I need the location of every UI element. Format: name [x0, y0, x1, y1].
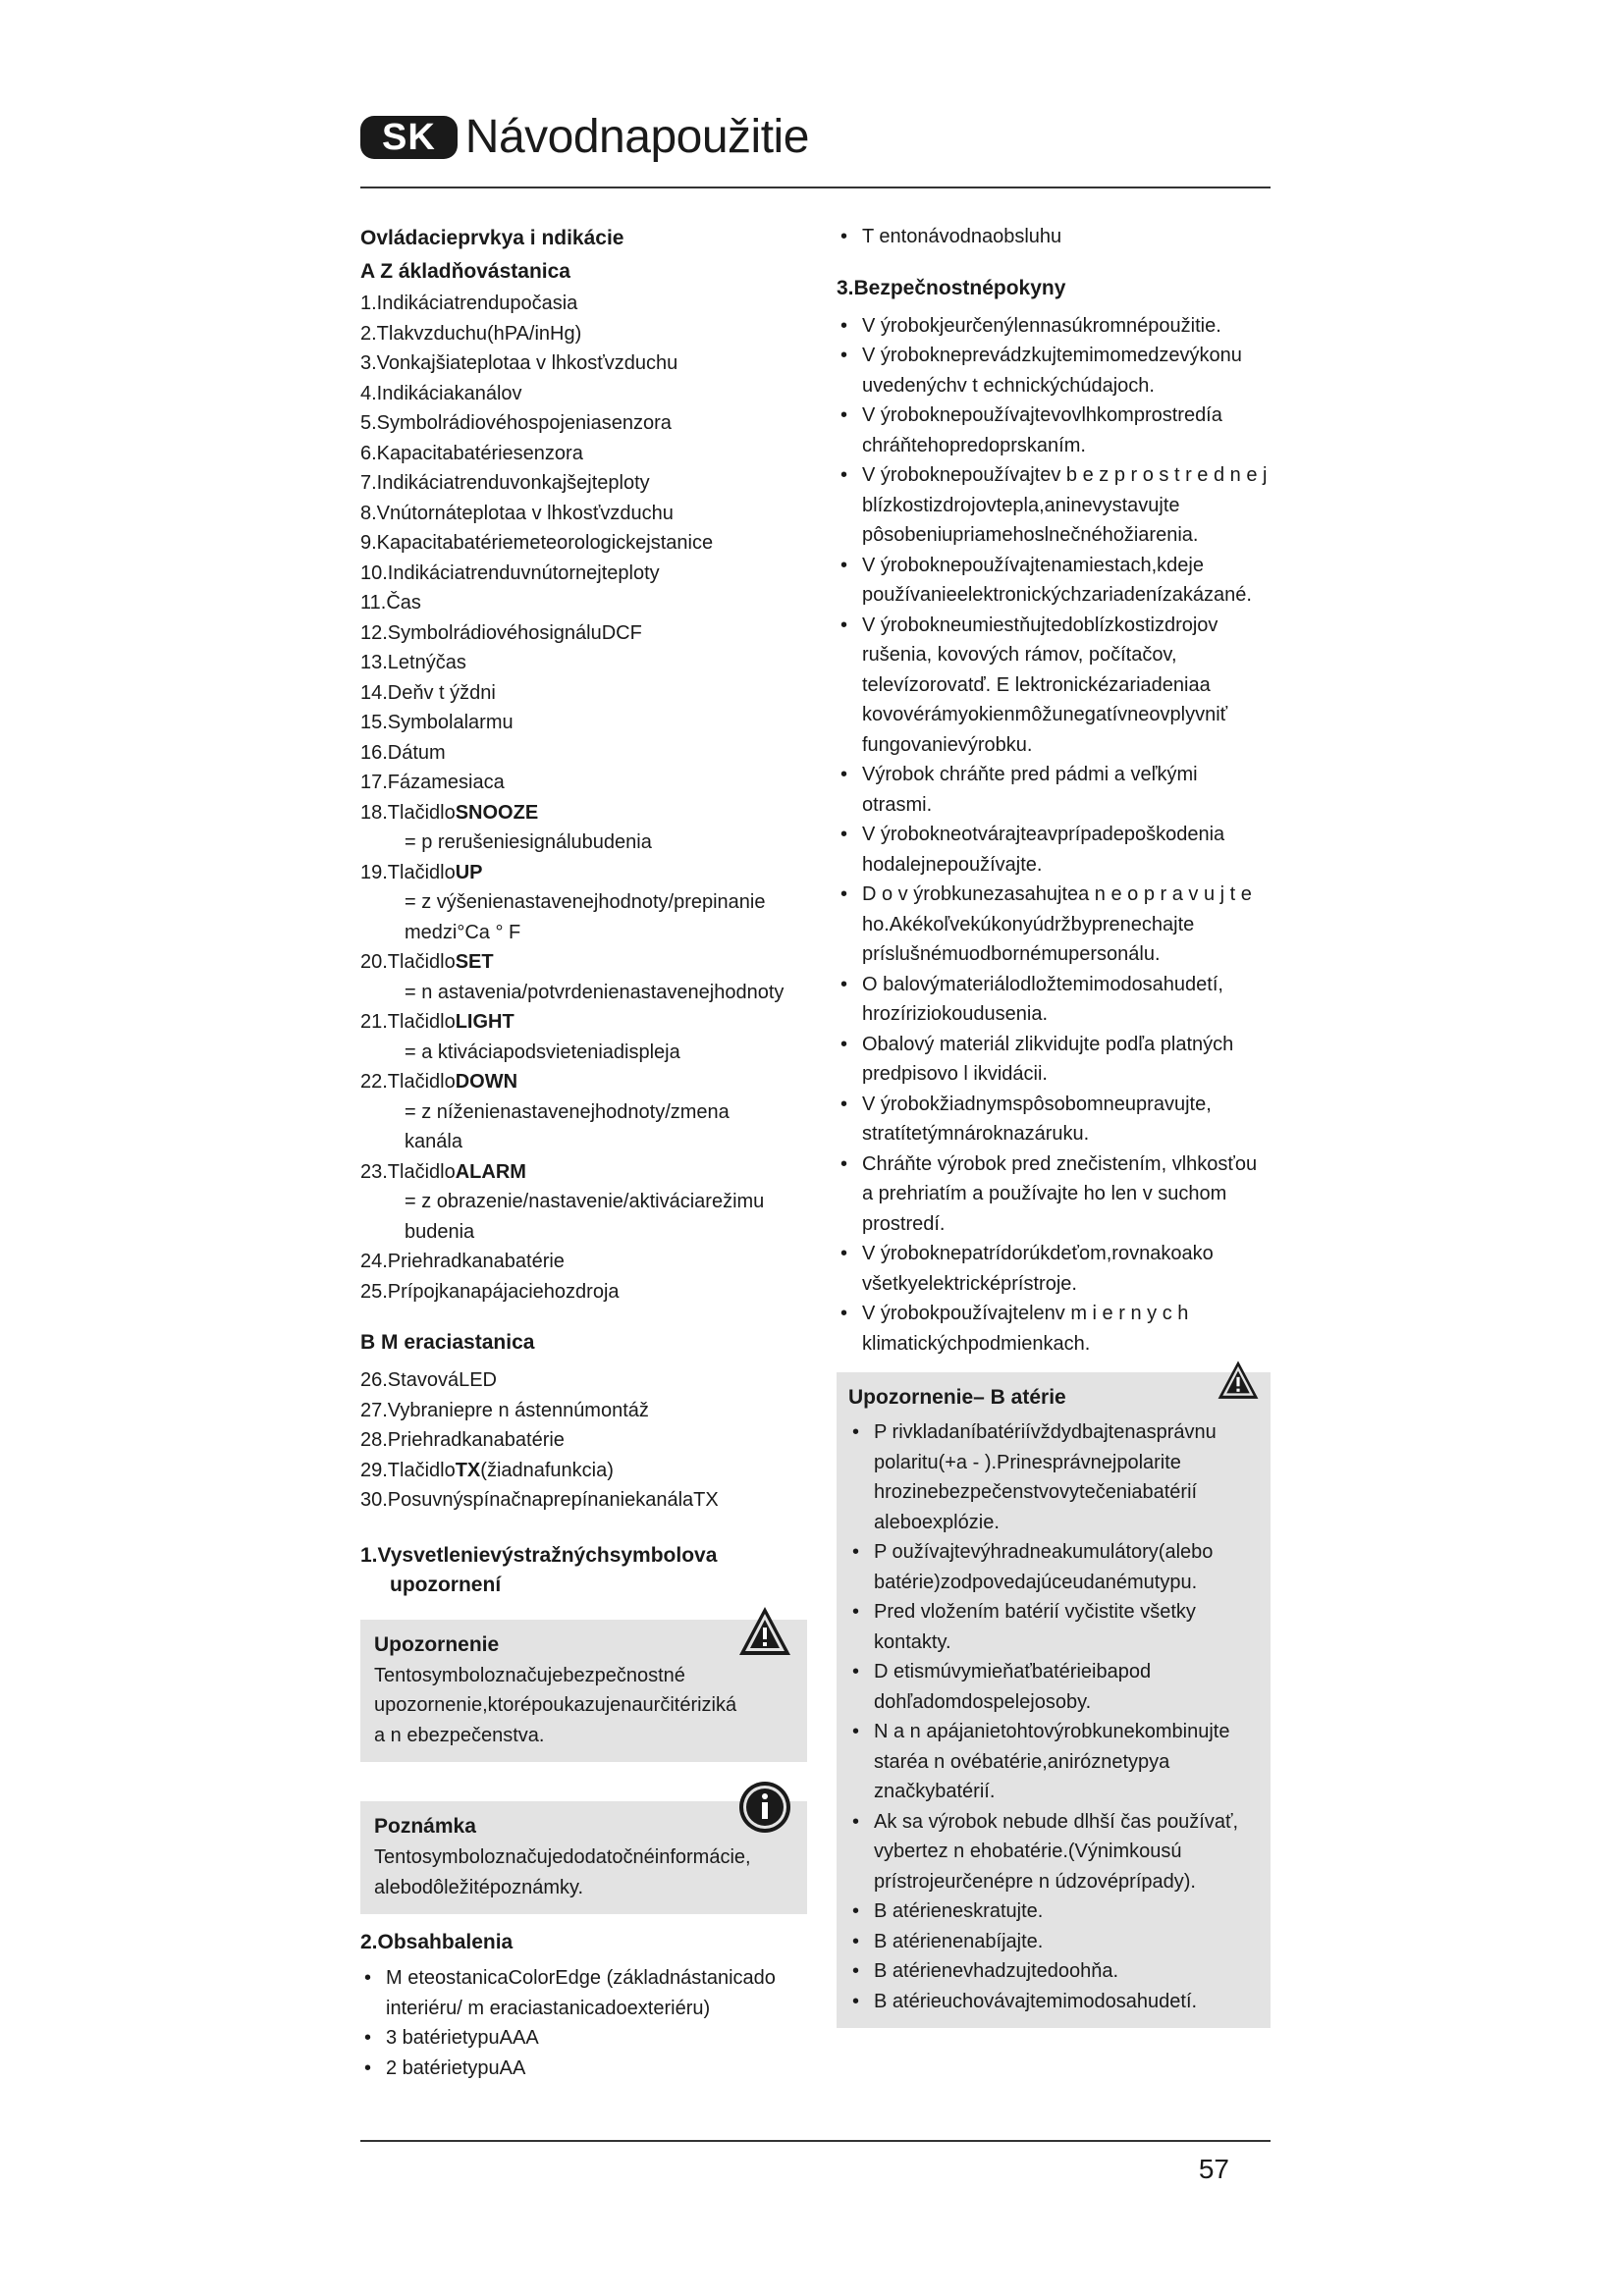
battery-warning-title: Upozornenie– B atérie: [848, 1386, 1066, 1409]
list-item: 4.Indikáciakanálov: [360, 382, 522, 404]
safety-item: [837, 551, 1271, 611]
safety-item-line: • V ýrobokneprevádzkujtemimomedzevýkonu: [862, 345, 1242, 366]
safety-item-line: chráňtehopredoprskaním.: [862, 434, 1086, 456]
battery-item: [848, 1956, 1263, 1987]
safety-item: [837, 880, 1271, 970]
button-item-key: ALARM: [455, 1160, 526, 1183]
button-item: [360, 1007, 807, 1038]
sensor-item-key: TX: [455, 1459, 481, 1481]
button-item-description: = p rerušeniesignálubudenia: [405, 831, 652, 853]
battery-item: [848, 1597, 1263, 1657]
page-number: 57: [1198, 2154, 1229, 2184]
battery-item: [848, 1927, 1263, 1957]
warning-box-line: upozornenie,ktorépoukazujenaurčitériziká: [374, 1694, 737, 1716]
button-item-prefix: 23.Tlačidlo: [360, 1160, 456, 1183]
battery-item-line: hrozinebezpečenstvovytečeniabatérií: [874, 1481, 1198, 1503]
list-item: 9.Kapacitabatériemeteorologickejstanice: [360, 532, 714, 554]
battery-item-line: dohľadomdospelejosoby.: [874, 1690, 1092, 1713]
button-item-key: UP: [455, 861, 483, 883]
list-item: 10.Indikáciatrenduvnútornejteploty: [360, 561, 660, 584]
safety-item-line: • V ýrobokneumiestňujtedoblízkostizdrojov: [862, 614, 1218, 636]
info-icon: [736, 1780, 793, 1835]
note-box-title: Poznámka: [374, 1815, 476, 1838]
package-item: [360, 2054, 807, 2084]
list-item: 1.Indikáciatrendupočasia: [360, 293, 578, 314]
battery-item-line: značkybatérií.: [874, 1781, 996, 1802]
list-item: 25.Prípojkanapájaciehozdroja: [360, 1280, 620, 1303]
safety-item-line: blízkostizdrojovtepla,aninevystavujte: [862, 494, 1180, 516]
safety-item: [837, 820, 1271, 880]
sensor-item: 30.PosuvnýspínačnaprepínaniekanálaTX: [360, 1489, 719, 1511]
safety-item: [837, 341, 1271, 400]
battery-item-line: staréa n ovébatérie,aniróznetypya: [874, 1750, 1170, 1773]
battery-item-line: prístrojeurčenépre n údzovéprípady).: [874, 1870, 1196, 1893]
battery-item: [848, 1987, 1263, 2017]
button-item: [360, 858, 807, 888]
sensor-item-suffix: (žiadnafunkcia): [480, 1459, 614, 1481]
safety-item-line: • V ýroboknepoužívajtenamiestach,kdeje: [862, 554, 1204, 576]
safety-item-line: • V ýrobokpoužívajtelenv m i e r n y c h: [862, 1303, 1189, 1324]
package-item-line: • 2 batérietypuAA: [386, 2056, 526, 2079]
safety-item-line: hodalejnepoužívajte.: [862, 853, 1043, 876]
note-box-line: Tentosymboloznačujedodatočnéinformácie,: [374, 1846, 751, 1868]
button-item-prefix: 21.Tlačidlo: [360, 1011, 456, 1033]
package-list: [360, 1963, 807, 2083]
package-item-line: • 3 batérietypuAAA: [386, 2027, 539, 2049]
sensor-item: 26.StavováLED: [360, 1369, 497, 1391]
safety-item-line: • V ýrobokjeurčenýlennasúkromnépoužitie.: [862, 314, 1221, 337]
battery-item-line: • B atérienevhadzujtedoohňa.: [874, 1960, 1119, 1982]
safety-item-line: rušenia, kovových rámov, počítačov,: [862, 644, 1177, 666]
list-item: 7.Indikáciatrenduvonkajšejteploty: [360, 472, 650, 494]
safety-item: [837, 1239, 1271, 1299]
safety-item-line: uvedenýchv t echnickýchúdajoch.: [862, 374, 1155, 397]
section1-heading-line1: 1.Vysvetlenievýstražnýchsymbolova: [360, 1543, 718, 1567]
safety-item: [837, 611, 1271, 761]
battery-item-line: • N a n apájanietohtovýrobkunekombinujte: [874, 1721, 1230, 1742]
controls-heading: Ovládacieprvkya i ndikácie: [360, 227, 624, 249]
safety-item-line: a prehriatím a používajte ho len v suchom: [862, 1183, 1227, 1204]
button-item-key: SET: [455, 951, 494, 973]
battery-item-line: kontakty.: [874, 1630, 951, 1653]
list-item: 17.Fázamesiaca: [360, 772, 505, 793]
button-item-description: = a ktiváciapodsvieteniadispleja: [405, 1041, 680, 1063]
battery-item-line: • P oužívajtevýhradneakumulátory(alebo: [874, 1541, 1214, 1563]
button-item-description: = z výšenienastavenejhodnoty/prepinanie: [405, 891, 766, 913]
package-item-line: interiéru/ m eraciastanicadoexteriéru): [386, 1997, 711, 2019]
safety-item-line: pôsobeniupriamehoslnečnéhožiarenia.: [862, 524, 1199, 546]
section2-heading: 2.Obsahbalenia: [360, 1931, 514, 1953]
sensor-item: 28.Priehradkanabatérie: [360, 1429, 565, 1451]
list-item: 5.Symbolrádiovéhospojeniasenzora: [360, 412, 672, 434]
note-box: [360, 1801, 807, 1914]
safety-item-line: • O balovýmateriálodložtemimodosahudetí,: [862, 973, 1223, 995]
note-box-line: alebodôležitépoznámky.: [374, 1876, 584, 1898]
button-item-key: LIGHT: [455, 1011, 514, 1033]
safety-item: [837, 460, 1271, 551]
battery-item: [848, 1657, 1263, 1717]
warning-box: [360, 1620, 807, 1763]
battery-item-line: vybertez n ehobatérie.(Výnimkousú: [874, 1841, 1182, 1862]
safety-item-line: klimatickýchpodmienkach.: [862, 1332, 1091, 1355]
list-item: 16.Dátum: [360, 741, 446, 764]
button-item-prefix: 22.Tlačidlo: [360, 1071, 456, 1093]
button-item-description: budenia: [405, 1220, 475, 1243]
safety-item-line: ho.Akékoľvekúkonyúdržbyprenechajte: [862, 913, 1195, 935]
button-item: [360, 1067, 807, 1097]
sensor-list: [360, 1365, 807, 1516]
language-badge: SK: [360, 116, 458, 159]
list-item: 12.SymbolrádiovéhosignáluDCF: [360, 621, 642, 644]
button-item: [360, 947, 807, 978]
safety-item-line: príslušnémuodbornémupersonálu.: [862, 943, 1161, 965]
button-item-description: medzi°Ca ° F: [405, 921, 521, 943]
battery-item-line: • B atérieuchovávajtemimodosahudetí.: [874, 1990, 1198, 2012]
footer-divider: [360, 2140, 1271, 2142]
safety-item-line: stratítetýmnároknazáruku.: [862, 1123, 1090, 1145]
button-item-prefix: 20.Tlačidlo: [360, 951, 456, 973]
list-item: 8.Vnútornáteplotaa v lhkosťvzduchu: [360, 502, 674, 524]
safety-item-line: • Chráňte výrobok pred znečistením, vlhkosťou: [862, 1152, 1258, 1175]
safety-item: [837, 1149, 1271, 1240]
safety-item-line: hrozíriziokoudusenia.: [862, 1003, 1048, 1025]
safety-item-line: • Výrobok chráňte pred pádmi a veľkými: [862, 764, 1198, 785]
warning-box-line: a n ebezpečenstva.: [374, 1724, 545, 1746]
safety-item: [837, 311, 1271, 342]
button-item-description: = z obrazenie/nastavenie/aktiváciarežimu: [405, 1191, 765, 1212]
safety-item-line: otrasmi.: [862, 793, 933, 816]
safety-item-line: kovovérámyokienmôžunegatívneovplyvniť: [862, 704, 1228, 725]
right-column: [837, 222, 1271, 2028]
warning-box-line: Tentosymboloznačujebezpečnostné: [374, 1664, 685, 1686]
list-item: 14.Deňv t ýždni: [360, 681, 496, 704]
safety-item-line: • D o v ýrobkunezasahujtea n e o p r a v u j t e: [862, 883, 1252, 905]
safety-item-line: televízorovatď. E lektronickézariadeniaa: [862, 673, 1211, 696]
button-item-description: = n astavenia/potvrdenienastavenejhodnoty: [405, 981, 785, 1003]
button-item-prefix: 19.Tlačidlo: [360, 861, 456, 883]
safety-item: [837, 760, 1271, 820]
package-item: [360, 1963, 807, 2023]
list-item: 13.Letnýčas: [360, 652, 466, 673]
battery-item: [848, 1417, 1263, 1537]
sensor-item-prefix: 29.Tlačidlo: [360, 1459, 456, 1481]
safety-item-line: fungovanievýrobku.: [862, 733, 1033, 756]
battery-warning-list: [848, 1417, 1263, 2016]
sensor-heading: B M eraciastanica: [360, 1331, 535, 1354]
button-item-description: kanála: [405, 1131, 462, 1152]
safety-item-line: • V ýroboknepoužívajtev b e z p r o s t r e d n e j: [862, 464, 1268, 486]
list-item: 3.Vonkajšiateplotaa v lhkosťvzduchu: [360, 352, 678, 374]
safety-item: [837, 1299, 1271, 1359]
list-item: 11.Čas: [360, 592, 421, 614]
battery-item: [848, 1807, 1263, 1897]
battery-item-line: • Ak sa výrobok nebude dlhší čas používať,: [874, 1810, 1239, 1833]
battery-item-line: • B atérieneskratujte.: [874, 1900, 1044, 1922]
battery-item: [848, 1717, 1263, 1807]
battery-item-line: batérie)zodpovedajúceudanémutypu.: [874, 1571, 1198, 1593]
safety-item: [837, 400, 1271, 460]
header-divider: [360, 187, 1271, 188]
safety-list: [837, 311, 1271, 1360]
battery-item: [848, 1896, 1263, 1927]
base-station-heading: A Z ákladňovástanica: [360, 260, 570, 283]
button-item: [360, 798, 807, 828]
warning-triangle-icon: [736, 1604, 793, 1659]
package-item: [360, 2023, 807, 2054]
package-item-line: • M eteostanicaColorEdge (základnástanicado: [386, 1967, 776, 1989]
sensor-item: [360, 1456, 807, 1486]
list-item: 24.Priehradkanabatérie: [360, 1251, 565, 1272]
battery-item-line: • Pred vložením batérií vyčistite všetky: [874, 1601, 1196, 1623]
safety-item-line: • V ýroboknepoužívajtevovlhkomprostredía: [862, 404, 1222, 426]
note-box-text: [374, 1842, 793, 1902]
sensor-item: 27.Vybraniepre n ástennúmontáž: [360, 1399, 649, 1421]
safety-item-line: predpisovo l ikvidácii.: [862, 1063, 1048, 1085]
safety-item-line: • V ýroboknepatrídorúkdeťom,rovnakoako: [862, 1243, 1214, 1264]
section3-heading: 3.Bezpečnostnépokyny: [837, 276, 1066, 299]
battery-item-line: • P rivkladaníbatériívždydbajtenasprávnu: [874, 1421, 1217, 1443]
button-item-key: SNOOZE: [455, 801, 539, 824]
battery-item-line: polaritu(+a - ).Prinesprávnejpolarite: [874, 1451, 1181, 1473]
safety-item-line: prostredí.: [862, 1212, 946, 1235]
safety-item-line: • V ýrobokžiadnymspôsobomneupravujte,: [862, 1093, 1212, 1115]
safety-item-line: • Obalový materiál zlikvidujte podľa platných: [862, 1033, 1234, 1055]
safety-item: [837, 1090, 1271, 1149]
base-station-list-end: [360, 1247, 807, 1307]
page-header: [360, 110, 809, 165]
manual-list: [837, 222, 1271, 252]
battery-warning-box: [837, 1372, 1271, 2028]
section1-heading-line2: upozornení: [390, 1573, 502, 1596]
document-title: Návodnapoužitie: [464, 111, 809, 163]
safety-item-line: • V ýrobokneotvárajteavprípadepoškodenia: [862, 824, 1225, 845]
battery-item-line: aleboexplózie.: [874, 1511, 1000, 1533]
section1-heading: [360, 1541, 807, 1600]
list-item: 2.Tlakvzduchu(hPA/inHg): [360, 322, 582, 345]
base-station-list: [360, 289, 807, 798]
battery-item-line: • D etismúvymieňaťbatérieibapod: [874, 1661, 1152, 1682]
button-item: [360, 1157, 807, 1188]
battery-item-line: • B atérienenabíjajte.: [874, 1930, 1044, 1952]
safety-item: [837, 1030, 1271, 1090]
battery-item: [848, 1537, 1263, 1597]
warning-box-title: Upozornenie: [374, 1632, 500, 1656]
list-item: 6.Kapacitabatériesenzora: [360, 442, 583, 464]
safety-item-line: všetkyelektricképrístroje.: [862, 1272, 1077, 1295]
button-list: [360, 798, 807, 1248]
button-item-key: DOWN: [455, 1071, 518, 1093]
safety-item: [837, 970, 1271, 1030]
left-column: [360, 222, 807, 2083]
safety-item-line: používanieelektronickýchzariadenízakázané.: [862, 584, 1252, 606]
button-item-prefix: 18.Tlačidlo: [360, 801, 456, 824]
warning-triangle-icon: [1216, 1359, 1261, 1402]
manual-item: • T entonávodnaobsluhu: [837, 222, 1271, 252]
button-item-description: = z níženienastavenejhodnoty/zmena: [405, 1100, 730, 1123]
warning-box-text: [374, 1661, 793, 1751]
list-item: 15.Symbolalarmu: [360, 712, 514, 733]
